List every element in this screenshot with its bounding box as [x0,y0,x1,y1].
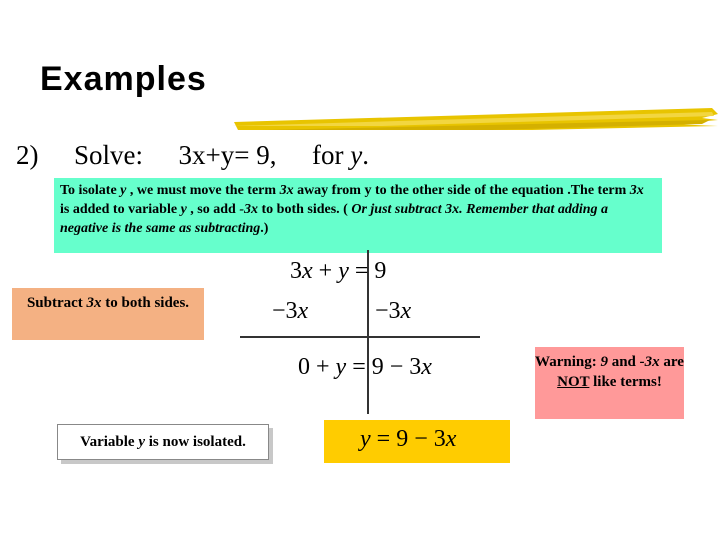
title-underline-brush [232,100,720,136]
solve-label: Solve: [74,140,144,170]
slide-title: Examples [40,60,207,98]
equation-row-result: 0 + y = 9 − 3x [298,354,432,380]
answer-box [324,420,510,463]
equation-row-subtract-left: −3x [272,298,309,324]
for-label: for [311,140,344,170]
problem-end: . [362,140,369,170]
equation-row-subtract-right: −3x [375,298,412,324]
problem-equation: 3x+y= 9, [178,140,277,170]
final-answer-equation: y = 9 − 3x [360,426,457,452]
warning-box: Warning: 9 and -3x are NOT like terms! [535,347,684,419]
equation-row-original: 3x + y = 9 [290,258,387,284]
isolated-note-box: Variable y is now isolated. [57,424,269,460]
work-horizontal-line [240,336,480,338]
subtract-step-box: Subtract 3x to both sides. [12,288,204,340]
not-emphasis: NOT [557,374,590,390]
isolate-explanation-box: To isolate y , we must move the term 3x away from y to the other side of the equation .The term 3x is added to variable y , so add -3x to both sides. ( Or just subtract 3x. Remember that adding a negative is the same as subtracting.) [54,178,662,253]
problem-statement [16,140,369,171]
problem-number: 2) [16,140,39,170]
target-variable: y [350,140,363,170]
